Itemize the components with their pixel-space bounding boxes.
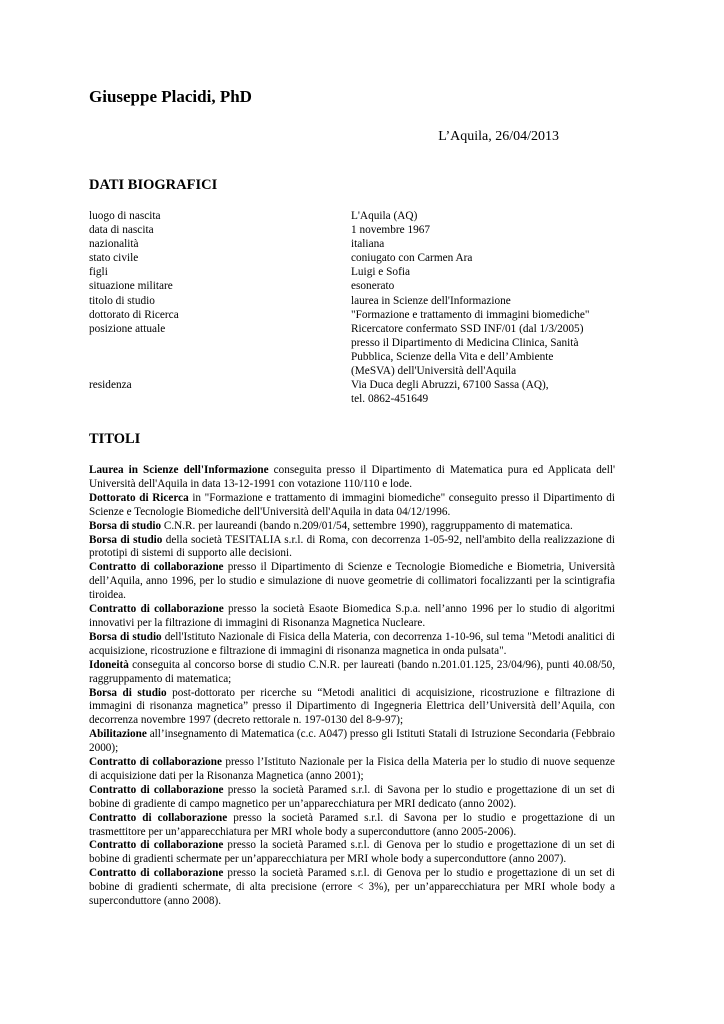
titolo-description: dell'Istituto Nazionale di Fisica della Materia, con decorrenza 1-10-96, sul tema "Metodi analitici di acquisizione, ricostruzione e filtrazione di immagini di risonanza magnetica in onda pulsata". (89, 630, 615, 657)
titolo-entry (89, 561, 615, 603)
bio-label: data di nascita (89, 224, 154, 237)
bio-value-line: esonerato (351, 280, 395, 293)
bio-value (351, 378, 629, 406)
bio-value-line: presso il Dipartimento di Medicina Clinica, Sanità (351, 336, 579, 349)
bio-value (351, 251, 629, 265)
titoli-heading: TITOLI (89, 431, 141, 447)
titolo-entry (89, 756, 615, 784)
bio-label: dottorato di Ricerca (89, 308, 179, 321)
titolo-description: presso la società Paramed s.r.l. di Savona per lo studio e progettazione di un trasmettitore per un’apparecchiatura per MRI whole body a superconduttore (anno 2005-2006). (89, 811, 616, 838)
bio-label: nazionalità (89, 238, 139, 251)
bio-value-line: Ricercatore confermato SSD INF/01 (dal 1/3/2005) (351, 322, 584, 335)
bio-value (351, 223, 629, 237)
titolo-title: Contratto di collaborazione (89, 839, 224, 852)
bio-value-line: italiana (351, 238, 385, 251)
bio-row (89, 279, 629, 293)
bio-value-line: "Formazione e trattamento di immagini biomediche" (351, 308, 590, 321)
titolo-title: Laurea in Scienze dell'Informazione (89, 464, 269, 476)
titolo-title: Contratto di collaborazione (89, 561, 224, 574)
place-date: L’Aquila, 26/04/2013 (438, 129, 559, 144)
bio-row (89, 294, 629, 308)
titolo-title: Dottorato di Ricerca (89, 491, 189, 504)
bio-label: posizione attuale (89, 322, 166, 335)
bio-value (351, 322, 629, 378)
titolo-entry (89, 867, 615, 909)
bio-table (89, 209, 629, 406)
titolo-entry (89, 812, 615, 840)
titolo-description: presso la società Paramed s.r.l. di Genova per lo studio e progettazione di un set di bobine di gradienti schermate, di alta precisione (errore < 3%), per un’apparecchiatura per MRI whole body a superconduttore (anno 2008). (89, 867, 615, 908)
bio-value-line: Via Duca degli Abruzzi, 67100 Sassa (AQ), (351, 379, 549, 392)
bio-value (351, 237, 629, 251)
titolo-description: presso la società Esaote Biomedica S.p.a. nell’anno 1996 per lo studio di algoritmi innovativi per la filtrazione di immagini di Risonanza Magnetica Nucleare. (89, 603, 615, 629)
bio-value-line: Luigi e Sofia (351, 266, 410, 279)
bio-value (351, 294, 629, 308)
titolo-entry (89, 659, 615, 687)
bio-label: stato civile (89, 252, 139, 265)
bio-value (351, 308, 629, 322)
titolo-description: in "Formazione e trattamento di immagini biomediche" conseguito presso il Dipartimento di Scienze e Tecnologie Biomediche dell'Università dell'Aquila in data 04/12/1996. (89, 491, 615, 518)
bio-value-line: coniugato con Carmen Ara (351, 252, 473, 265)
bio-value-line: (MeSVA) dell'Università dell'Aquila (351, 365, 517, 378)
titolo-entry (89, 687, 615, 729)
titolo-title: Contratto di collaborazione (89, 603, 224, 616)
bio-heading: DATI BIOGRAFICI (89, 177, 218, 193)
bio-value-line: laurea in Scienze dell'Informazione (351, 294, 511, 307)
titolo-description: post-dottorato per ricerche su “Metodi analitici di acquisizione, ricostruzione e filtrazione di immagini di risonanza magnetica” presso il Dipartimento di Ingegneria Elettrica dell’Università dell’Aquila, con decorrenza novembre 1997 (decreto rettorale n. 197-0130 del 8-9-97); (89, 686, 615, 727)
titolo-description: presso il Dipartimento di Scienze e Tecnologie Biomediche e Biometria, Università dell’Aquila, anno 1996, per lo studio e simulazione di nuove geometrie di collimatori focalizzanti per la scintigrafia tiroidea. (89, 561, 615, 602)
titolo-title: Borsa di studio (89, 630, 162, 643)
titolo-title: Borsa di studio (89, 533, 163, 546)
titolo-entry (89, 492, 615, 520)
titolo-title: Contratto di collaborazione (89, 783, 224, 796)
titolo-entry (89, 784, 615, 812)
bio-label: titolo di studio (89, 294, 155, 307)
bio-row (89, 378, 629, 406)
bio-value (351, 265, 629, 279)
titolo-entry (89, 464, 615, 492)
titolo-description: conseguita presso il Dipartimento di Matematica pura ed Applicata dell' Università dell'Aquila in data 13-12-1991 con votazione 110/110 e lode. (89, 464, 615, 490)
titolo-entry (89, 839, 615, 867)
titolo-title: Contratto di collaborazione (89, 811, 228, 824)
bio-row (89, 209, 629, 223)
bio-value-line: tel. 0862-451649 (351, 393, 429, 406)
titolo-description: presso la società Paramed s.r.l. di Genova per lo studio e progettazione di un set di bobine di gradienti schermate per un’apparecchiatura per MRI whole body a superconduttore (anno 2007). (89, 839, 615, 866)
titolo-entry (89, 728, 615, 756)
author-name: Giuseppe Placidi, PhD (89, 87, 252, 106)
titolo-title: Abilitazione (89, 728, 147, 741)
bio-label: luogo di nascita (89, 210, 161, 222)
titolo-title: Borsa di studio (89, 519, 162, 532)
titolo-entry (89, 520, 615, 534)
bio-row (89, 223, 629, 237)
titolo-title: Contratto di collaborazione (89, 867, 224, 880)
titolo-description: della società TESITALIA s.r.l. di Roma, con decorrenza 1-05-92, nell'ambito della realizzazione di prototipi di sistemi di supporto alle decisioni. (89, 533, 615, 560)
bio-row (89, 265, 629, 279)
bio-row (89, 322, 629, 378)
titoli-list (89, 464, 615, 909)
titolo-entry (89, 603, 615, 631)
titolo-title: Borsa di studio (89, 686, 167, 699)
bio-label: figli (89, 266, 108, 279)
titolo-title: Idoneità (89, 658, 129, 671)
bio-value-line: L'Aquila (AQ) (351, 210, 418, 222)
bio-value (351, 279, 629, 293)
titolo-description: conseguita al concorso borse di studio C.N.R. per laureati (bando n.201.01.125, 23/04/96), punti 40.08/50, raggruppamento di matematica; (89, 658, 615, 685)
titolo-entry (89, 534, 615, 562)
titolo-description: presso la società Paramed s.r.l. di Savona per lo studio e progettazione di un set di bobine di gradiente di campo magnetico per un’apparecchiatura per MRI dedicato (anno 2002). (89, 783, 615, 810)
titolo-entry (89, 631, 615, 659)
bio-value-line: 1 novembre 1967 (351, 224, 431, 237)
bio-row (89, 237, 629, 251)
bio-label: residenza (89, 379, 132, 392)
titolo-description: C.N.R. per laureandi (bando n.209/01/54, settembre 1990), raggruppamento di matematica. (161, 519, 573, 532)
bio-row (89, 251, 629, 265)
titolo-description: all’insegnamento di Matematica (c.c. A047) presso gli Istituti Statali di Istruzione Secondaria (Febbraio 2000); (89, 728, 615, 755)
bio-value-line: Pubblica, Scienze della Vita e dell’Ambiente (351, 350, 554, 363)
titolo-title: Contratto di collaborazione (89, 756, 222, 769)
bio-row (89, 308, 629, 322)
bio-label: situazione militare (89, 280, 173, 293)
bio-value (351, 209, 629, 223)
titolo-description: presso l’Istituto Nazionale per la Fisica della Materia per lo studio di nuove sequenze di acquisizione dati per la Risonanza Magnetica (anno 2001); (89, 756, 616, 782)
